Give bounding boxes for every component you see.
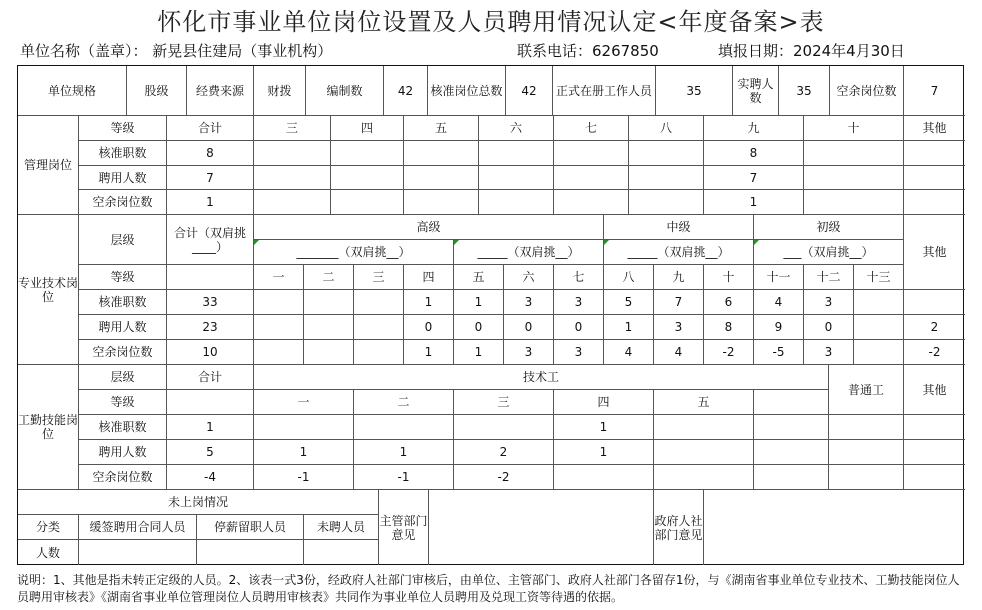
work-grade-header: 一 xyxy=(254,390,354,415)
tech-value xyxy=(904,290,965,315)
count-label: 人数 xyxy=(18,540,79,565)
tech-value: 33 xyxy=(167,290,254,315)
mgmt-value xyxy=(331,141,404,166)
tech-grade-header: 九 xyxy=(654,265,704,290)
tech-value: 4 xyxy=(654,340,704,365)
contact-phone: 联系电话：6267850 xyxy=(517,42,659,60)
mgmt-value: 7 xyxy=(167,166,254,190)
work-value: -2 xyxy=(454,465,554,490)
tech-grade-header: 七 xyxy=(554,265,604,290)
mgmt-header: 八 xyxy=(629,116,704,141)
work-grade-header: 二 xyxy=(354,390,454,415)
work-section-label: 工勤技能岗位 xyxy=(18,365,79,490)
tech-value: 6 xyxy=(704,290,754,315)
mgmt-row-label: 聘用人数 xyxy=(79,166,167,190)
tech-grade-header: 十 xyxy=(704,265,754,290)
tech-value xyxy=(254,340,304,365)
unposted-label: 未上岗情况 xyxy=(18,490,379,515)
mgmt-value xyxy=(629,166,704,190)
mgmt-value xyxy=(554,190,629,215)
work-value xyxy=(829,415,904,440)
tech-dual: _____（双肩挑__） xyxy=(454,240,604,265)
tech-grade-header: 二 xyxy=(304,265,354,290)
mgmt-header: 五 xyxy=(404,116,479,141)
page-title: 怀化市事业单位岗位设置及人员聘用情况认定<年度备案>表 xyxy=(157,8,825,36)
mgmt-value: 7 xyxy=(704,166,804,190)
tech-grade-header: 一 xyxy=(254,265,304,290)
tech-value: 3 xyxy=(804,340,854,365)
work-value xyxy=(754,440,829,465)
tech-value: 2 xyxy=(904,315,965,340)
work-value xyxy=(754,465,829,490)
work-value xyxy=(554,465,654,490)
work-other-label: 其他 xyxy=(904,365,965,415)
mgmt-value: 8 xyxy=(167,141,254,166)
tech-value xyxy=(254,315,304,340)
tech-value: 23 xyxy=(167,315,254,340)
tech-row-label: 聘用人数 xyxy=(79,315,167,340)
mgmt-value: 1 xyxy=(704,190,804,215)
work-value xyxy=(654,465,754,490)
work-grade-header: 三 xyxy=(454,390,554,415)
count-value xyxy=(304,540,379,565)
mgmt-value xyxy=(804,190,904,215)
suspended-label: 停薪留职人员 xyxy=(197,515,304,540)
work-value: 1 xyxy=(167,415,254,440)
work-value: 1 xyxy=(554,440,654,465)
summary-cell: 单位规格 xyxy=(18,66,127,116)
work-value xyxy=(829,465,904,490)
tech-value: 3 xyxy=(504,340,554,365)
dept-opinion-space xyxy=(429,490,654,565)
mgmt-header: 十 xyxy=(804,116,904,141)
tech-value: 0 xyxy=(454,315,504,340)
work-value: 5 xyxy=(167,440,254,465)
footnote: 说明：1、其他是指未转正定级的人员。2、该表一式3份，经政府人社部门审核后，由单位、主管部门、政府人社部门各留存1份，与《湖南省事业单位专业技术、工勤技能岗位人员聘用审核表》《湖南省事业单位管理岗位人员聘用审核表》共同作为事业单位人员聘用及兑现工资等待遇的依据。 xyxy=(17,573,960,604)
mgmt-row-label: 核准职数 xyxy=(79,141,167,166)
tech-value: 7 xyxy=(654,290,704,315)
work-grade-header: 五 xyxy=(654,390,754,415)
summary-cell: 编制数 xyxy=(306,66,384,116)
work-grade-header: 四 xyxy=(554,390,654,415)
tech-value: 5 xyxy=(604,290,654,315)
tech-value xyxy=(854,340,904,365)
work-row-label: 等级 xyxy=(79,390,167,415)
mgmt-value xyxy=(404,166,479,190)
work-value: -4 xyxy=(167,465,254,490)
tech-dual: _______（双肩挑__） xyxy=(254,240,454,265)
mgmt-value xyxy=(479,166,554,190)
mgmt-value xyxy=(479,190,554,215)
tech-grade-header: 十三 xyxy=(854,265,904,290)
work-value xyxy=(904,415,965,440)
tech-value: 1 xyxy=(454,290,504,315)
tech-grade-header: 三 xyxy=(354,265,404,290)
work-total-label: 合计 xyxy=(167,365,254,390)
summary-cell: 核准岗位总数 xyxy=(428,66,506,116)
count-value xyxy=(79,540,197,565)
gov-opinion-space xyxy=(704,490,965,565)
summary-cell: 35 xyxy=(779,66,830,116)
mgmt-header: 其他 xyxy=(904,116,965,141)
record-table xyxy=(17,65,964,565)
mgmt-header: 六 xyxy=(479,116,554,141)
work-total-blank xyxy=(167,390,254,415)
tech-row-label: 等级 xyxy=(79,265,167,290)
tech-grade-header: 十二 xyxy=(804,265,854,290)
mgmt-value xyxy=(554,166,629,190)
mgmt-value xyxy=(254,190,331,215)
summary-cell: 经费来源 xyxy=(187,66,254,116)
work-value: -1 xyxy=(354,465,454,490)
tech-value: 0 xyxy=(554,315,604,340)
tech-value: 0 xyxy=(404,315,454,340)
summary-cell: 实聘人数 xyxy=(733,66,779,116)
tech-value xyxy=(304,290,354,315)
mgmt-value xyxy=(629,141,704,166)
dept-opinion-label: 主管部门意见 xyxy=(379,490,429,565)
tech-value: -5 xyxy=(754,340,804,365)
mgmt-value xyxy=(629,190,704,215)
work-skilled-label: 技术工 xyxy=(254,365,829,390)
tech-value: 3 xyxy=(554,290,604,315)
work-value xyxy=(829,440,904,465)
mgmt-value: 8 xyxy=(704,141,804,166)
tech-value: 1 xyxy=(604,315,654,340)
mgmt-value xyxy=(254,141,331,166)
work-value xyxy=(354,415,454,440)
mgmt-value xyxy=(804,141,904,166)
tech-value xyxy=(254,290,304,315)
tech-value: 4 xyxy=(754,290,804,315)
mgmt-value xyxy=(404,141,479,166)
tech-senior-label: 高级 xyxy=(254,215,604,240)
tech-value: 1 xyxy=(404,290,454,315)
summary-cell: 42 xyxy=(506,66,553,116)
mgmt-value xyxy=(331,166,404,190)
tech-level-label: 层级 xyxy=(79,215,167,265)
mgmt-row-label: 空余岗位数 xyxy=(79,190,167,215)
tech-value xyxy=(354,340,404,365)
mgmt-header: 七 xyxy=(554,116,629,141)
tech-total-blank xyxy=(167,265,254,290)
tech-value: 4 xyxy=(604,340,654,365)
tech-dual: ___（双肩挑__） xyxy=(754,240,904,265)
work-value xyxy=(654,440,754,465)
delayed-label: 缓签聘用合同人员 xyxy=(79,515,197,540)
not-hired-label: 未聘人员 xyxy=(304,515,379,540)
work-value xyxy=(454,415,554,440)
tech-value: 1 xyxy=(454,340,504,365)
tech-value: 0 xyxy=(804,315,854,340)
mgmt-value xyxy=(804,166,904,190)
category-label: 分类 xyxy=(18,515,79,540)
tech-value: 9 xyxy=(754,315,804,340)
summary-cell: 股级 xyxy=(127,66,187,116)
summary-cell: 42 xyxy=(384,66,428,116)
mgmt-header: 三 xyxy=(254,116,331,141)
work-value xyxy=(754,415,829,440)
mgmt-value xyxy=(254,166,331,190)
unit-name: 单位名称（盖章）： 新晃县住建局（事业机构） xyxy=(20,42,333,60)
summary-cell: 7 xyxy=(904,66,965,116)
work-row-label: 聘用人数 xyxy=(79,440,167,465)
tech-value xyxy=(854,290,904,315)
mgmt-value: 1 xyxy=(167,190,254,215)
work-value: 2 xyxy=(454,440,554,465)
tech-total-label: 合计（双肩挑____） xyxy=(167,215,254,265)
tech-value: -2 xyxy=(904,340,965,365)
mgmt-value xyxy=(331,190,404,215)
work-value xyxy=(654,415,754,440)
tech-value xyxy=(304,340,354,365)
summary-cell: 正式在册工作人员 xyxy=(553,66,656,116)
tech-value: 1 xyxy=(404,340,454,365)
work-level-label: 层级 xyxy=(79,365,167,390)
work-value: 1 xyxy=(254,440,354,465)
mgmt-header: 合计 xyxy=(167,116,254,141)
tech-grade-header: 十一 xyxy=(754,265,804,290)
tech-grade-header: 四 xyxy=(404,265,454,290)
work-row-label: 核准职数 xyxy=(79,415,167,440)
mgmt-value xyxy=(404,190,479,215)
tech-other-label: 其他 xyxy=(904,215,965,290)
work-value: 1 xyxy=(554,415,654,440)
tech-value: 3 xyxy=(654,315,704,340)
work-grade-blank xyxy=(754,390,829,415)
tech-value xyxy=(304,315,354,340)
tech-section-label: 专业技术岗位 xyxy=(18,215,79,365)
tech-junior-label: 初级 xyxy=(754,215,904,240)
tech-row-label: 空余岗位数 xyxy=(79,340,167,365)
tech-value xyxy=(354,290,404,315)
mgmt-value xyxy=(904,141,965,166)
work-row-label: 空余岗位数 xyxy=(79,465,167,490)
tech-row-label: 核准职数 xyxy=(79,290,167,315)
tech-grade-header: 五 xyxy=(454,265,504,290)
work-value xyxy=(904,440,965,465)
tech-value: 8 xyxy=(704,315,754,340)
summary-cell: 空余岗位数 xyxy=(830,66,904,116)
count-value xyxy=(197,540,304,565)
work-value xyxy=(254,415,354,440)
tech-value: 3 xyxy=(554,340,604,365)
tech-value: 0 xyxy=(504,315,554,340)
work-ordinary-label: 普通工 xyxy=(829,365,904,415)
tech-grade-header: 六 xyxy=(504,265,554,290)
tech-value xyxy=(354,315,404,340)
mgmt-value xyxy=(904,190,965,215)
mgmt-header: 四 xyxy=(331,116,404,141)
tech-middle-label: 中级 xyxy=(604,215,754,240)
tech-value: 3 xyxy=(504,290,554,315)
tech-dual: _____（双肩挑__） xyxy=(604,240,754,265)
fill-date: 填报日期：2024年4月30日 xyxy=(718,42,905,60)
mgmt-row-label: 等级 xyxy=(79,116,167,141)
gov-opinion-label: 政府人社部门意见 xyxy=(654,490,704,565)
summary-cell: 35 xyxy=(656,66,733,116)
mgmt-value xyxy=(479,141,554,166)
tech-value xyxy=(854,315,904,340)
mgmt-value xyxy=(904,166,965,190)
mgmt-header: 九 xyxy=(704,116,804,141)
work-value: 1 xyxy=(354,440,454,465)
work-value: -1 xyxy=(254,465,354,490)
mgmt-value xyxy=(554,141,629,166)
tech-value: 3 xyxy=(804,290,854,315)
summary-cell: 财拨 xyxy=(254,66,306,116)
mgmt-section-label: 管理岗位 xyxy=(18,116,79,215)
tech-value: -2 xyxy=(704,340,754,365)
work-value xyxy=(904,465,965,490)
tech-grade-header: 八 xyxy=(604,265,654,290)
tech-value: 10 xyxy=(167,340,254,365)
